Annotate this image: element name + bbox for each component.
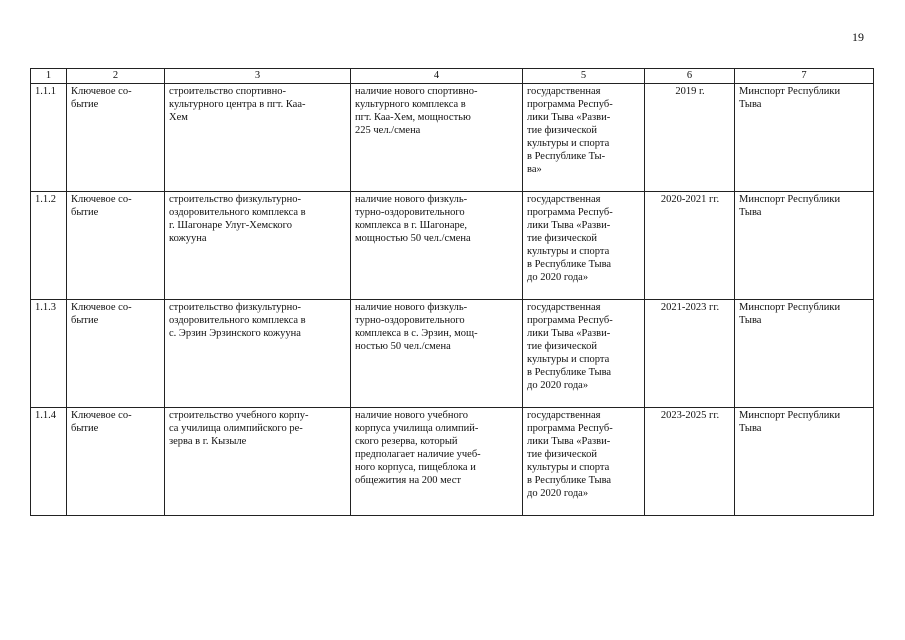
event-executor: Минспорт Республики Тыва	[735, 84, 874, 192]
event-executor: Минспорт Республики Тыва	[735, 408, 874, 516]
event-action: строительство физкультурно- оздоровительного комплекса в с. Эрзин Эрзинского кожууна	[165, 300, 351, 408]
event-date: 2019 г.	[645, 84, 735, 192]
event-date: 2023-2025 гг.	[645, 408, 735, 516]
events-table	[30, 68, 874, 516]
page-number: 19	[852, 30, 864, 44]
column-header: 5	[523, 69, 645, 84]
table-row	[31, 300, 874, 408]
event-result: наличие нового учебного корпуса училища олимпий- ского резерва, который предполагает наличие учеб- ного корпуса, пищеблока и общежития на 200 мест	[351, 408, 523, 516]
event-result: наличие нового физкуль- турно-оздоровительного комплекса в с. Эрзин, мощ- ностью 50 чел./смена	[351, 300, 523, 408]
event-program: государственная программа Респуб- лики Тыва «Разви- тие физической культуры и спорта в Республике Тыва до 2020 года»	[523, 408, 645, 516]
event-result: наличие нового физкуль- турно-оздоровительного комплекса в г. Шагонаре, мощностью 50 чел./смена	[351, 192, 523, 300]
event-program: государственная программа Респуб- лики Тыва «Разви- тие физической культуры и спорта в Республике Тыва до 2020 года»	[523, 300, 645, 408]
event-executor: Минспорт Республики Тыва	[735, 300, 874, 408]
column-header: 6	[645, 69, 735, 84]
table-row	[31, 408, 874, 516]
event-action: строительство спортивно- культурного центра в пгт. Каа- Хем	[165, 84, 351, 192]
event-action: строительство физкультурно- оздоровительного комплекса в г. Шагонаре Улуг-Хемского кожууна	[165, 192, 351, 300]
event-date: 2020-2021 гг.	[645, 192, 735, 300]
column-header: 4	[351, 69, 523, 84]
row-number: 1.1.2	[31, 192, 67, 300]
event-result: наличие нового спортивно- культурного комплекса в пгт. Каа-Хем, мощностью 225 чел./смена	[351, 84, 523, 192]
row-number: 1.1.3	[31, 300, 67, 408]
event-type: Ключевое со- бытие	[67, 408, 165, 516]
column-header: 7	[735, 69, 874, 84]
event-date: 2021-2023 гг.	[645, 300, 735, 408]
event-action: строительство учебного корпу- са училища олимпийского ре- зерва в г. Кызыле	[165, 408, 351, 516]
column-header: 3	[165, 69, 351, 84]
table-header-row	[31, 69, 874, 84]
row-number: 1.1.1	[31, 84, 67, 192]
event-executor: Минспорт Республики Тыва	[735, 192, 874, 300]
table-row	[31, 192, 874, 300]
event-program: государственная программа Респуб- лики Тыва «Разви- тие физической культуры и спорта в Республике Тыва до 2020 года»	[523, 192, 645, 300]
event-type: Ключевое со- бытие	[67, 84, 165, 192]
column-header: 2	[67, 69, 165, 84]
column-header: 1	[31, 69, 67, 84]
event-program: государственная программа Респуб- лики Тыва «Разви- тие физической культуры и спорта в Республике Ты- ва»	[523, 84, 645, 192]
table-row	[31, 84, 874, 192]
event-type: Ключевое со- бытие	[67, 192, 165, 300]
event-type: Ключевое со- бытие	[67, 300, 165, 408]
row-number: 1.1.4	[31, 408, 67, 516]
